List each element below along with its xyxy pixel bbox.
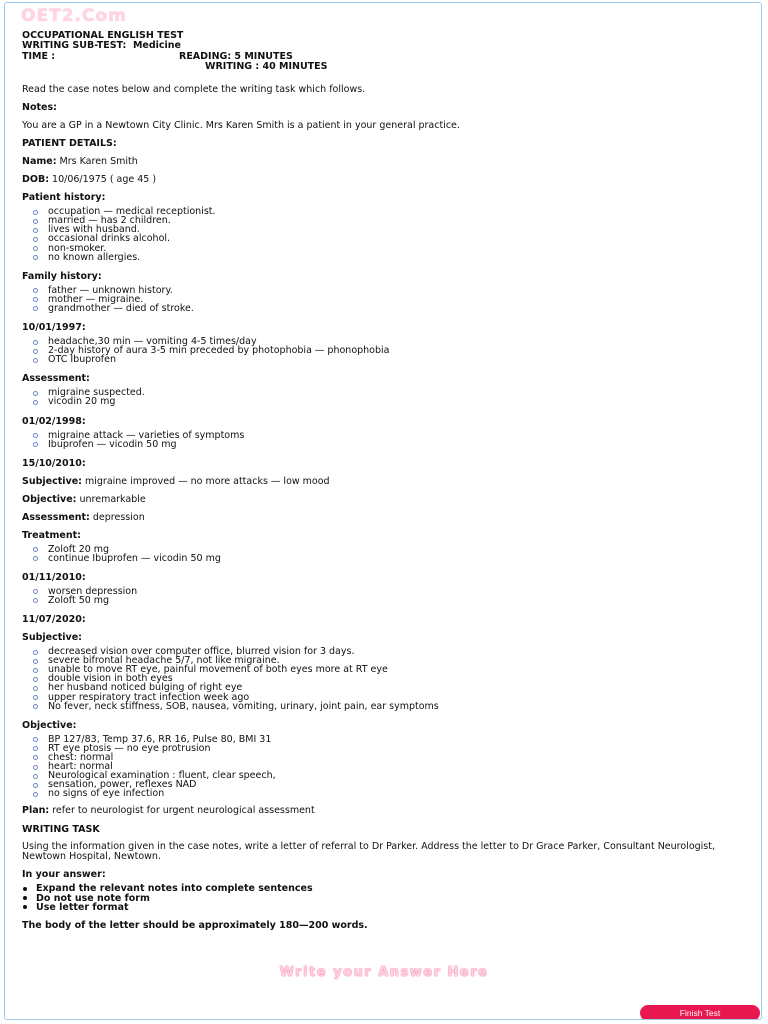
patient-history-list	[22, 207, 757, 262]
list-item: headache,30 min — vomiting 4-5 times/day	[22, 337, 757, 346]
visit-1997-list	[22, 337, 757, 364]
list-item: father — unknown history.	[22, 286, 757, 295]
assessment-2010	[22, 512, 757, 523]
list-item: No fever, neck stiffness, SOB, nausea, vomiting, urinary, joint pain, ear symptoms	[22, 702, 757, 711]
subjective-2010	[22, 476, 757, 487]
objective-2010	[22, 494, 757, 505]
list-item: her husband noticed bulging of right eye	[22, 683, 757, 692]
list-item: 2-day history of aura 3-5 min preceded by photophobia — phonophobia	[22, 346, 757, 355]
write-answer-link[interactable]: Write your Answer Here	[279, 965, 489, 980]
visit-2010a-heading: 15/10/2010:	[22, 457, 86, 469]
list-item: continue Ibuprofen — vicodin 50 mg	[22, 554, 757, 563]
list-item: Expand the relevant notes into complete sentences	[22, 884, 757, 893]
visit-1998-heading: 01/02/1998:	[22, 415, 86, 427]
family-history-list	[22, 286, 757, 313]
site-logo: OET2.Com	[21, 6, 127, 26]
visit-2020-heading: 11/07/2020:	[22, 614, 86, 626]
writing-task-text: Using the information given in the case notes, write a letter of referral to Dr Parker. Address the letter to Dr Grace Parker, Consultant Neurologist, Newtown Hospital, Newtown.	[22, 841, 715, 863]
dob-label: DOB:	[22, 174, 50, 186]
writing-time: WRITING : 40 MINUTES	[205, 60, 328, 72]
assessment-1997-heading: Assessment:	[22, 373, 90, 385]
list-item: lives with husband.	[22, 225, 757, 234]
name-value: Mrs Karen Smith	[59, 156, 138, 168]
list-item: occasional drinks alcohol.	[22, 234, 757, 243]
list-item: RT eye ptosis — no eye protrusion	[22, 744, 757, 753]
list-item: sensation, power, reflexes NAD	[22, 780, 757, 789]
list-item: no known allergies.	[22, 253, 757, 262]
reading-time: READING: 5 MINUTES	[179, 50, 293, 62]
patient-name	[22, 156, 757, 167]
answer-instructions-heading: In your answer:	[22, 869, 106, 881]
dob-value: 10/06/1975 ( age 45 )	[52, 174, 157, 186]
list-item: Do not use note form	[22, 894, 757, 903]
list-item: Use letter format	[22, 903, 757, 912]
list-item: Zoloft 20 mg	[22, 545, 757, 554]
test-title: OCCUPATIONAL ENGLISH TEST	[22, 30, 184, 41]
list-item: migraine attack — varieties of symptoms	[22, 431, 757, 440]
list-item: upper respiratory tract infection week ago	[22, 693, 757, 702]
list-item: chest: normal	[22, 753, 757, 762]
time-label: TIME :	[22, 50, 56, 62]
list-item: unable to move RT eye, painful movement of both eyes more at RT eye	[22, 665, 757, 674]
list-item: decreased vision over computer office, blurred vision for 3 days.	[22, 647, 757, 656]
list-item: grandmother — died of stroke.	[22, 304, 757, 313]
page-frame	[4, 2, 762, 1020]
list-item: BP 127/83, Temp 37.6, RR 16, Pulse 80, BMI 31	[22, 735, 757, 744]
list-item: Zoloft 50 mg	[22, 596, 757, 605]
list-item: no signs of eye infection	[22, 789, 757, 798]
list-item: heart: normal	[22, 762, 757, 771]
name-label: Name:	[22, 156, 57, 168]
list-item: vicodin 20 mg	[22, 397, 757, 406]
patient-details-heading: PATIENT DETAILS:	[22, 138, 117, 150]
subtest-value: Medicine	[132, 40, 182, 52]
list-item: severe bifrontal headache 5/7, not like migraine.	[22, 656, 757, 665]
patient-history-heading: Patient history:	[22, 192, 106, 204]
objective-2020-list	[22, 735, 757, 799]
plan-2020	[22, 805, 757, 816]
writing-task-heading: WRITING TASK	[22, 824, 100, 836]
objective-value: unremarkable	[79, 493, 146, 505]
finish-test-button[interactable]: Finish Test	[640, 1005, 760, 1020]
assessment-1997-list	[22, 388, 757, 406]
list-item: OTC Ibuprofen	[22, 355, 757, 364]
objective-2020-heading: Objective:	[22, 719, 77, 731]
notes-heading: Notes:	[22, 102, 57, 114]
visit-2010b-list	[22, 587, 757, 605]
word-count-note: The body of the letter should be approximately 180—200 words.	[22, 920, 368, 932]
visit-2010b-heading: 01/11/2010:	[22, 571, 86, 583]
plan-value: refer to neurologist for urgent neurological assessment	[52, 805, 315, 817]
objective-label: Objective:	[22, 493, 77, 505]
intro-text: Read the case notes below and complete the writing task which follows.	[22, 84, 366, 96]
assessment-label: Assessment:	[22, 511, 90, 523]
list-item: Neurological examination : fluent, clear speech,	[22, 771, 757, 780]
treatment-list	[22, 545, 757, 563]
visit-1997-heading: 10/01/1997:	[22, 322, 86, 334]
test-header	[22, 31, 757, 72]
family-history-heading: Family history:	[22, 270, 102, 282]
list-item: mother — migraine.	[22, 295, 757, 304]
list-item: Ibuprofen — vicodin 50 mg	[22, 440, 757, 449]
list-item: migraine suspected.	[22, 388, 757, 397]
list-item: worsen depression	[22, 587, 757, 596]
list-item: non-smoker.	[22, 244, 757, 253]
visit-1998-list	[22, 431, 757, 449]
subjective-value: migraine improved — no more attacks — low mood	[85, 475, 330, 487]
list-item: occupation — medical receptionist.	[22, 207, 757, 216]
subjective-label: Subjective:	[22, 475, 82, 487]
patient-dob	[22, 174, 757, 185]
assessment-value: depression	[92, 511, 145, 523]
answer-instructions-list	[22, 884, 757, 912]
subjective-2020-list	[22, 647, 757, 711]
list-item: married — has 2 children.	[22, 216, 757, 225]
plan-label: Plan:	[22, 805, 50, 817]
test-content	[22, 31, 757, 931]
list-item: double vision in both eyes	[22, 674, 757, 683]
subjective-2020-heading: Subjective:	[22, 632, 82, 644]
treatment-heading: Treatment:	[22, 529, 81, 541]
notes-text: You are a GP in a Newtown City Clinic. Mrs Karen Smith is a patient in your general practice.	[22, 120, 460, 132]
subtest-label: WRITING SUB-TEST:	[22, 40, 127, 52]
